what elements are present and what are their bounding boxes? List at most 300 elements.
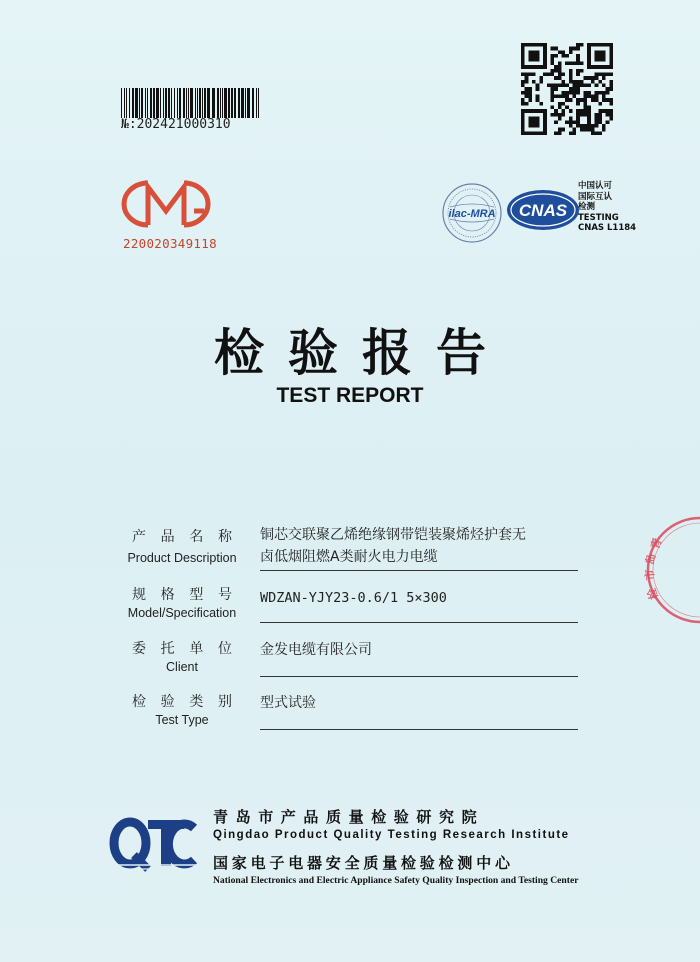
qr-module xyxy=(609,72,613,76)
qr-module xyxy=(591,124,595,128)
qr-module xyxy=(539,131,543,135)
qr-module xyxy=(573,87,577,91)
qr-module xyxy=(595,83,599,87)
qr-module xyxy=(543,128,547,132)
qr-module xyxy=(521,128,525,132)
field-underline xyxy=(260,676,578,677)
qr-module xyxy=(569,98,573,102)
qr-module xyxy=(543,72,547,76)
qr-module xyxy=(561,50,565,54)
qr-module xyxy=(558,131,562,135)
qr-module xyxy=(569,91,573,95)
qr-module xyxy=(521,80,525,84)
qr-module xyxy=(584,128,588,132)
qr-module xyxy=(547,83,551,87)
cma-logo-text: CMA xyxy=(118,175,121,176)
qr-module xyxy=(525,91,529,95)
qr-module xyxy=(565,120,569,124)
qr-module xyxy=(609,54,613,58)
qr-module xyxy=(532,124,536,128)
qr-module xyxy=(554,69,558,73)
qr-code-icon xyxy=(521,43,613,135)
qr-module xyxy=(558,102,562,106)
qr-module xyxy=(602,124,606,128)
qr-module xyxy=(528,131,532,135)
barcode-bar xyxy=(256,88,257,118)
barcode-bar xyxy=(247,88,250,118)
qr-module xyxy=(525,80,529,84)
barcode-bar xyxy=(165,88,167,118)
qr-module xyxy=(521,43,525,47)
qr-module xyxy=(609,65,613,69)
qr-module xyxy=(602,83,606,87)
qr-module xyxy=(536,98,540,102)
barcode-bar xyxy=(258,88,259,118)
qr-module xyxy=(602,128,606,132)
center-name-cn: 国家电子电器安全质量检验检测中心 xyxy=(213,854,514,872)
barcode-bar xyxy=(179,88,181,118)
qr-module xyxy=(598,80,602,84)
ilac-mra-logo-icon xyxy=(440,181,504,245)
qr-module xyxy=(525,72,529,76)
qr-module xyxy=(595,76,599,80)
institute-name-en: Qingdao Product Quality Testing Research Institute xyxy=(213,829,570,841)
qr-module xyxy=(609,50,613,54)
qr-module xyxy=(587,54,591,58)
qr-module xyxy=(525,95,529,99)
qr-module xyxy=(561,109,565,113)
qr-module xyxy=(569,117,573,121)
qr-module xyxy=(573,47,577,51)
qr-module xyxy=(558,117,562,121)
barcode-bar xyxy=(177,88,178,118)
qr-module xyxy=(595,113,599,117)
qr-module xyxy=(554,54,558,58)
cnas-caption-line: 国际互认 xyxy=(578,191,613,202)
qr-module xyxy=(584,91,588,95)
qr-module xyxy=(550,98,554,102)
barcode-bar xyxy=(141,88,143,118)
qr-module xyxy=(595,91,599,95)
qr-module xyxy=(602,54,606,58)
qr-module xyxy=(595,58,599,62)
qr-module xyxy=(580,109,584,113)
qr-module xyxy=(565,54,569,58)
qr-module xyxy=(525,76,529,80)
report-title-en: TEST REPORT xyxy=(276,384,424,407)
barcode-bar xyxy=(222,88,223,118)
qr-module xyxy=(584,95,588,99)
qr-module xyxy=(598,72,602,76)
field-value-line: 铜芯交联聚乙烯绝缘钢带铠装聚烯烃护套无 xyxy=(260,527,526,543)
cma-certificate-number: 220020349118 xyxy=(123,236,217,251)
qr-module xyxy=(576,124,580,128)
qr-module xyxy=(595,54,599,58)
official-seal-icon xyxy=(642,510,700,630)
cnas-logo-text: CNAS xyxy=(518,201,568,220)
barcode-icon xyxy=(121,88,261,118)
qtc-logo-text: QTC xyxy=(108,815,111,816)
qr-module xyxy=(525,131,529,135)
qr-module xyxy=(532,80,536,84)
qr-module xyxy=(598,50,602,54)
qr-module xyxy=(591,65,595,69)
svg-text:市: 市 xyxy=(643,568,657,581)
barcode-bar xyxy=(190,88,193,118)
qr-module xyxy=(525,87,529,91)
qr-module xyxy=(528,50,532,54)
qr-module xyxy=(536,58,540,62)
field-label-cn: 产品名称 xyxy=(132,529,232,545)
qr-module xyxy=(565,83,569,87)
qr-module xyxy=(591,76,595,80)
qr-module xyxy=(609,117,613,121)
field-label-en: Product Description xyxy=(127,551,237,565)
barcode-bar xyxy=(217,88,219,118)
qr-module xyxy=(595,95,599,99)
qr-module xyxy=(543,50,547,54)
qr-module xyxy=(569,124,573,128)
qr-module xyxy=(595,120,599,124)
qr-module xyxy=(569,87,573,91)
barcode-bar xyxy=(186,88,187,118)
field-label-en: Client xyxy=(166,660,198,674)
qr-module xyxy=(587,65,591,69)
qr-module xyxy=(554,83,558,87)
qr-module xyxy=(536,120,540,124)
svg-text:检: 检 xyxy=(645,586,661,602)
qr-module xyxy=(561,72,565,76)
qr-module xyxy=(584,83,588,87)
qr-module xyxy=(532,43,536,47)
qr-module xyxy=(550,113,554,117)
qr-module xyxy=(576,54,580,58)
qr-module xyxy=(587,109,591,113)
qr-module xyxy=(525,102,529,106)
qr-module xyxy=(550,91,554,95)
qr-module xyxy=(536,43,540,47)
qr-module xyxy=(554,113,558,117)
qr-module xyxy=(569,69,573,73)
qr-module xyxy=(598,117,602,121)
qr-module xyxy=(554,76,558,80)
qr-module xyxy=(521,109,525,113)
cnas-caption-line: 检测 xyxy=(578,202,596,212)
barcode-bar xyxy=(231,88,233,118)
qr-module xyxy=(591,43,595,47)
qr-module xyxy=(528,95,532,99)
barcode-bar xyxy=(199,88,201,118)
barcode-bar xyxy=(135,88,138,118)
qr-module xyxy=(580,80,584,84)
qr-module xyxy=(532,120,536,124)
qr-module xyxy=(587,91,591,95)
qr-module xyxy=(554,87,558,91)
qr-module xyxy=(598,54,602,58)
qr-module xyxy=(580,124,584,128)
qr-module xyxy=(606,65,610,69)
cnas-caption xyxy=(578,181,636,234)
qr-module xyxy=(595,65,599,69)
qr-module xyxy=(569,50,573,54)
qr-module xyxy=(587,95,591,99)
qr-module xyxy=(584,102,588,106)
qr-module xyxy=(543,120,547,124)
qr-module xyxy=(602,95,606,99)
qr-module xyxy=(569,72,573,76)
qr-module xyxy=(521,131,525,135)
qr-module xyxy=(587,113,591,117)
qr-module xyxy=(554,95,558,99)
svg-text:青: 青 xyxy=(648,536,665,551)
qr-module xyxy=(528,43,532,47)
qr-module xyxy=(558,61,562,65)
qr-module xyxy=(521,65,525,69)
qr-module xyxy=(598,113,602,117)
qr-module xyxy=(609,80,613,84)
qr-module xyxy=(528,91,532,95)
qr-module xyxy=(521,120,525,124)
barcode-bar xyxy=(197,88,198,118)
svg-text:岛: 岛 xyxy=(644,553,658,566)
qr-module xyxy=(521,58,525,62)
qr-module xyxy=(543,124,547,128)
qr-module xyxy=(532,117,536,121)
qr-module xyxy=(591,128,595,132)
qr-module xyxy=(565,61,569,65)
qr-module xyxy=(565,91,569,95)
qr-module xyxy=(539,65,543,69)
qr-module xyxy=(595,72,599,76)
cnas-logo-icon xyxy=(505,188,581,232)
field-label-cn: 规格型号 xyxy=(132,587,232,603)
qr-module xyxy=(558,113,562,117)
qr-module xyxy=(576,47,580,51)
qr-module xyxy=(521,50,525,54)
field-value-line: 型式试验 xyxy=(260,695,316,711)
barcode-bar xyxy=(168,88,170,118)
qr-module xyxy=(550,83,554,87)
qr-module xyxy=(609,83,613,87)
barcode-bar xyxy=(124,88,125,118)
qr-module xyxy=(561,95,565,99)
qr-module xyxy=(561,83,565,87)
qr-module xyxy=(598,102,602,106)
qr-module xyxy=(558,69,562,73)
qr-module xyxy=(554,109,558,113)
qr-module xyxy=(550,69,554,73)
barcode-bar xyxy=(153,88,155,118)
cnas-caption-line: 中国认可 xyxy=(578,181,613,191)
barcode-bar xyxy=(234,88,236,118)
qr-module xyxy=(606,109,610,113)
ilac-logo-text: ilac-MRA xyxy=(448,208,496,220)
qr-module xyxy=(595,50,599,54)
qr-module xyxy=(543,109,547,113)
barcode-bar xyxy=(207,88,210,118)
qr-module xyxy=(609,61,613,65)
qr-module xyxy=(576,80,580,84)
qr-module xyxy=(573,91,577,95)
barcode-bar xyxy=(245,88,246,118)
qr-module xyxy=(580,83,584,87)
qr-module xyxy=(543,61,547,65)
barcode-bar xyxy=(163,88,164,118)
qr-module xyxy=(587,76,591,80)
qr-module xyxy=(561,54,565,58)
qr-module xyxy=(598,43,602,47)
qr-module xyxy=(606,91,610,95)
qr-module xyxy=(602,43,606,47)
qr-module xyxy=(558,95,562,99)
qr-module xyxy=(521,98,525,102)
qr-module xyxy=(584,76,588,80)
serial-number: №:202421000310 xyxy=(121,117,231,132)
cnas-caption-line: CNAS L1184 xyxy=(578,223,637,233)
qr-module xyxy=(550,72,554,76)
qr-module xyxy=(528,65,532,69)
report-title-cn: 检验报告 xyxy=(214,324,510,382)
qr-module xyxy=(609,58,613,62)
qr-module xyxy=(587,43,591,47)
qr-module xyxy=(576,113,580,117)
qr-module xyxy=(598,65,602,69)
qr-module xyxy=(606,87,610,91)
qr-module xyxy=(576,69,580,73)
qr-module xyxy=(558,83,562,87)
qr-module xyxy=(528,87,532,91)
field-label-cn: 委托单位 xyxy=(132,641,232,657)
barcode-bar xyxy=(156,88,159,118)
qr-module xyxy=(587,128,591,132)
qr-module xyxy=(558,76,562,80)
qr-module xyxy=(609,113,613,117)
barcode-bar xyxy=(241,88,244,118)
qr-module xyxy=(565,106,569,110)
qr-module xyxy=(609,43,613,47)
barcode-bar xyxy=(147,88,148,118)
qr-module xyxy=(525,65,529,69)
qr-module xyxy=(580,128,584,132)
qr-module xyxy=(528,124,532,128)
cnas-caption-line: TESTING xyxy=(578,212,619,223)
barcode-bar xyxy=(188,88,189,118)
qr-module xyxy=(539,76,543,80)
qr-module xyxy=(528,120,532,124)
field-value-line: 卤低烟阻燃A类耐火电力电缆 xyxy=(260,549,438,565)
qr-module xyxy=(598,131,602,135)
qr-module xyxy=(521,117,525,121)
qr-module xyxy=(573,120,577,124)
qr-module xyxy=(584,124,588,128)
qr-module xyxy=(550,95,554,99)
qr-module xyxy=(536,87,540,91)
qr-module xyxy=(539,109,543,113)
qr-module xyxy=(550,47,554,51)
field-label-cn: 检验类别 xyxy=(132,694,232,710)
qr-module xyxy=(587,120,591,124)
qr-module xyxy=(587,58,591,62)
qr-module xyxy=(550,58,554,62)
qr-module xyxy=(536,124,540,128)
qr-module xyxy=(550,61,554,65)
qr-module xyxy=(525,43,529,47)
qr-module xyxy=(595,117,599,121)
qr-module xyxy=(536,50,540,54)
qr-module xyxy=(576,72,580,76)
qr-module xyxy=(587,50,591,54)
qr-module xyxy=(543,65,547,69)
qr-module xyxy=(587,47,591,51)
qr-module xyxy=(532,58,536,62)
barcode-bar xyxy=(195,88,196,118)
qtc-logo-icon xyxy=(108,815,208,873)
qr-module xyxy=(532,131,536,135)
qr-module xyxy=(598,109,602,113)
qr-module xyxy=(591,131,595,135)
barcode-bar xyxy=(160,88,161,118)
barcode-bar xyxy=(150,88,152,118)
qr-module xyxy=(543,58,547,62)
qr-module xyxy=(576,91,580,95)
qr-module xyxy=(573,83,577,87)
qr-module xyxy=(528,109,532,113)
qr-module xyxy=(521,61,525,65)
qr-module xyxy=(580,69,584,73)
qr-module xyxy=(536,95,540,99)
qr-module xyxy=(598,120,602,124)
qr-module xyxy=(532,109,536,113)
qr-module xyxy=(602,50,606,54)
qr-module xyxy=(558,50,562,54)
qr-module xyxy=(532,50,536,54)
qr-module xyxy=(573,131,577,135)
qr-module xyxy=(561,80,565,84)
qr-module xyxy=(591,80,595,84)
qr-module xyxy=(558,128,562,132)
qr-module xyxy=(576,61,580,65)
qr-module xyxy=(558,106,562,110)
qr-module xyxy=(580,113,584,117)
qr-module xyxy=(543,54,547,58)
qr-module xyxy=(561,91,565,95)
qr-module xyxy=(576,43,580,47)
qr-module xyxy=(528,54,532,58)
qr-module xyxy=(521,102,525,106)
qr-module xyxy=(602,58,606,62)
qr-module xyxy=(580,43,584,47)
qr-module xyxy=(609,47,613,51)
field-underline xyxy=(260,729,578,730)
qr-module xyxy=(543,131,547,135)
qr-module xyxy=(554,65,558,69)
barcode-bar xyxy=(171,88,172,118)
barcode-bar xyxy=(212,88,215,118)
qr-module xyxy=(602,91,606,95)
qr-module xyxy=(561,102,565,106)
qr-module xyxy=(550,87,554,91)
qr-module xyxy=(587,124,591,128)
qr-module xyxy=(576,120,580,124)
qr-module xyxy=(591,98,595,102)
qr-module xyxy=(550,106,554,110)
qr-module xyxy=(587,83,591,87)
qr-module xyxy=(576,117,580,121)
qr-module xyxy=(576,83,580,87)
qr-module xyxy=(580,98,584,102)
qr-module xyxy=(576,98,580,102)
center-name-en: National Electronics and Electric Appliance Safety Quality Inspection and Testing Center xyxy=(213,875,579,886)
